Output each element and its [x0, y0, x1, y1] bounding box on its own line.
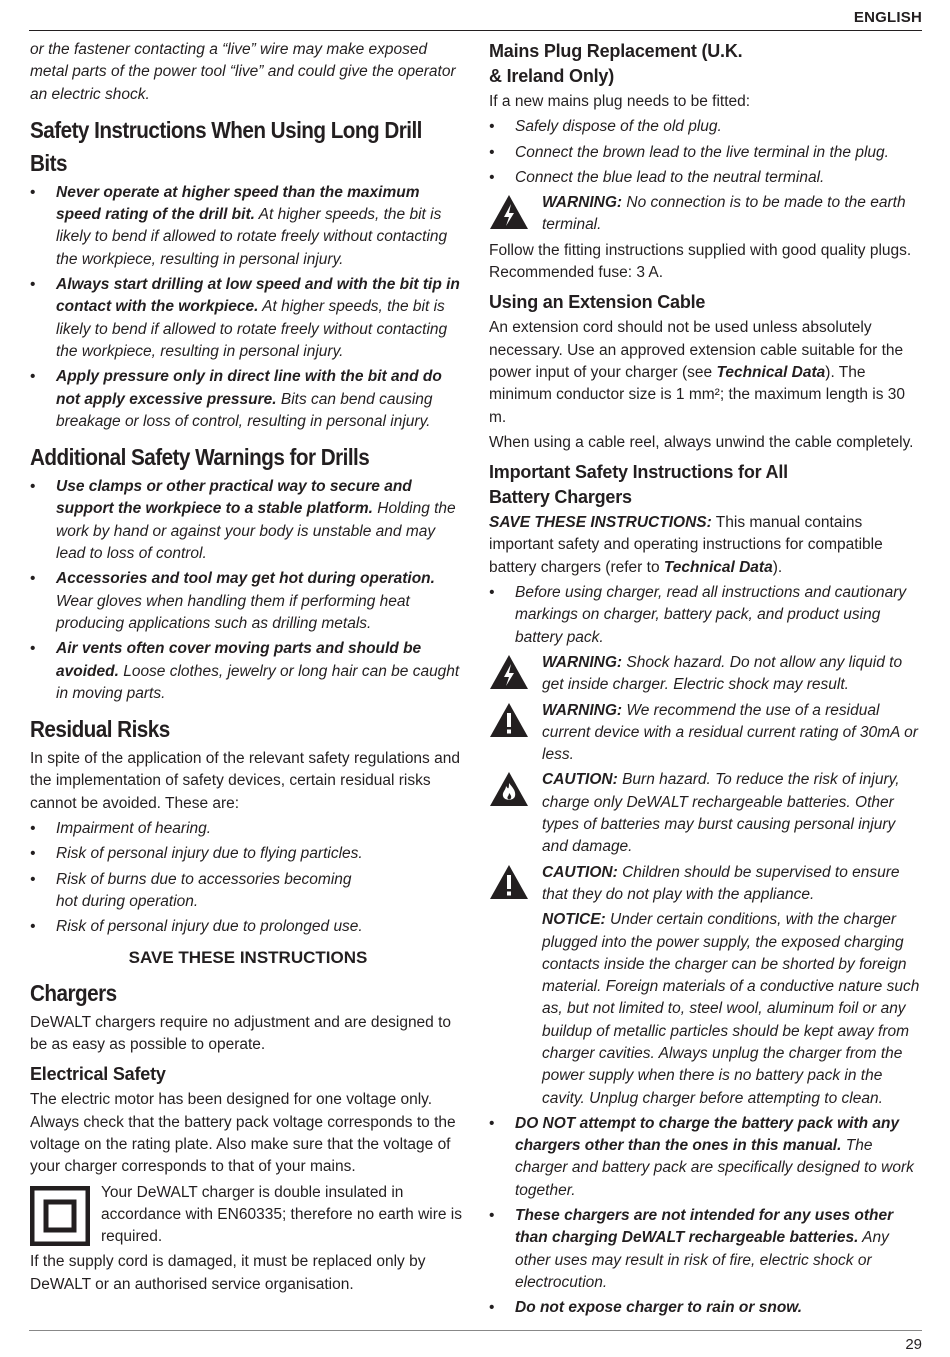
plug-warning: WARNING: No connection is to be made to the earth terminal. — [489, 192, 921, 237]
electric-shock-icon — [489, 654, 529, 697]
list-item: • Impairment of hearing. — [30, 820, 212, 838]
caution-burn: CAUTION: Burn hazard. To reduce the risk of injury, charge only DeWALT rechargeable batteries. Other types of batteries may burst causing personal injury and damage. — [489, 769, 921, 858]
plug-list — [489, 116, 921, 189]
plug-follow-text: Follow the fitting instructions supplied with good quality plugs. Recommended fuse: 3 A. — [489, 241, 912, 282]
list-item: • Apply pressure only in direct line with the bit and do not apply excessive pressure. Bits can bend causing breakage or loss of control, resulting in personal injury. — [30, 368, 442, 430]
residual-intro: In spite of the application of the relevant safety regulations and the implementation of safety devices, certain residual risks cannot be avoided. These are: — [30, 750, 460, 812]
warning-shock: WARNING: Shock hazard. Do not allow any liquid to get inside charger. Electric shock may result. — [489, 652, 921, 697]
electrical-text: The electric motor has been designed for one voltage only. Always check that the battery pack voltage corresponds to the voltage on the rating plate. Also make sure that the voltage of your charger corresponds to that of your mains. — [30, 1091, 456, 1176]
exclamation-warning-icon — [489, 702, 529, 745]
final-list — [489, 1113, 921, 1320]
footer-rule — [29, 1330, 922, 1331]
list-item: • DO NOT attempt to charge the battery pack with any chargers other than the ones in this manual. The charger and battery pack are specifically designed to work together. — [489, 1114, 914, 1199]
list-item: • Before using charger, read all instructions and cautionary markings on charger, battery pack, and product using battery pack. — [489, 584, 907, 646]
list-item: • Never operate at higher speed than the maximum speed rating of the drill bit. At higher speeds, the bit is likely to bend if allowed to rotate freely without contacting the workpiece, resulting in personal injury. — [30, 183, 448, 268]
drills-heading: Additional Safety Warnings for Drills — [30, 444, 370, 471]
list-item: • Use clamps or other practical way to secure and support the workpiece to a stable platform. Holding the work by hand or against your body is unstable and may lead to loss of control. — [30, 478, 456, 563]
page-number: 29 — [905, 1336, 922, 1353]
left-column — [30, 39, 466, 1299]
plug-intro: If a new mains plug needs to be fitted: — [489, 93, 751, 110]
list-item: • Connect the brown lead to the live terminal in the plug. — [489, 143, 889, 161]
fire-hazard-icon — [489, 771, 529, 814]
right-column — [489, 39, 921, 1323]
list-item: • Air vents often cover moving parts and should be avoided. Loose clothes, jewelry or long hair can be caught in moving parts. — [30, 640, 460, 702]
extension-cable-heading: Using an Extension Cable — [489, 292, 706, 313]
double-insulated-text: Your DeWALT charger is double insulated in accordance with EN60335; therefore no earth wire is required. — [101, 1183, 463, 1246]
list-item: • Risk of burns due to accessories becoming hot during operation. — [30, 870, 352, 910]
list-item: • Safely dispose of the old plug. — [489, 118, 722, 136]
chargers-heading: Chargers — [30, 979, 117, 1006]
residual-risks-heading: Residual Risks — [30, 716, 170, 743]
double-insulated-note — [30, 1182, 466, 1249]
supply-cord-text: If the supply cord is damaged, it must be replaced only by DeWALT or an authorised service organisation. — [30, 1253, 426, 1293]
list-item: • Connect the blue lead to the neutral terminal. — [489, 168, 825, 186]
list-item: • Risk of personal injury due to prolonged use. — [30, 918, 363, 936]
notice-block: NOTICE: Under certain conditions, with the charger plugged into the power supply, the exposed charging contacts inside the charger can be shorted by foreign material. Foreign materials of a conductive nature such as, but not limited to, steel wool, aluminum foil or any buildup of metallic particles should be kept away from charger cavities. Always unplug the charger from the power supply when there is no battery pack in the cavity. Unplug charger before attempting to clean. — [542, 911, 920, 1107]
language-label: ENGLISH — [853, 9, 922, 26]
chargers-text: DeWALT chargers require no adjustment and are designed to be as easy as possible to operate. — [30, 1013, 452, 1054]
long-bits-heading: Safety Instructions When Using Long Drill Bits — [30, 116, 422, 176]
drills-list — [30, 476, 466, 705]
list-item: • Risk of personal injury due to flying particles. — [30, 845, 363, 863]
cable-reel-text: When using a cable reel, always unwind the cable completely. — [489, 433, 914, 451]
header-rule — [29, 30, 922, 31]
double-insulation-icon — [30, 1186, 90, 1253]
electric-shock-icon — [489, 194, 529, 237]
before-list — [489, 582, 921, 649]
save-paragraph: SAVE THESE INSTRUCTIONS: This manual contains important safety and operating instructions for compatible battery chargers (refer to Technical Data). — [489, 514, 883, 576]
charger-safety-heading: Important Safety Instructions for All Battery Chargers — [489, 462, 788, 508]
save-instructions-heading: SAVE THESE INSTRUCTIONS — [128, 947, 368, 967]
list-item: • These chargers are not intended for any uses other than charging DeWALT rechargeable batteries. Any other uses may result in risk of fire, electric shock or electrocution. — [489, 1207, 894, 1291]
warning-rcd: WARNING: We recommend the use of a residual current device with a residual current rating of 30mA or less. — [489, 700, 921, 767]
list-item: • Do not expose charger to rain or snow. — [489, 1299, 803, 1317]
long-bits-list — [30, 182, 466, 433]
list-item: • Always start drilling at low speed and with the bit tip in contact with the workpiece. At higher speeds, the bit is likely to bend if allowed to rotate freely without contacting the workpiece, resulting in personal injury. — [30, 276, 460, 360]
exclamation-warning-icon — [489, 864, 529, 907]
extension-text: An extension cord should not be used unless absolutely necessary. Use an approved extension cable suitable for the power input of your charger (see Technical Data). The minimum conductor size is 1 mm²; the maximum length is 30 m. — [489, 319, 906, 426]
plug-heading: Mains Plug Replacement (U.K. & Ireland Only) — [489, 41, 743, 86]
intro-paragraph: or the fastener contacting a “live” wire may make exposed metal parts of the power tool “live” and could give the operator an electric shock. — [30, 41, 456, 103]
list-item: • Accessories and tool may get hot during operation. Wear gloves when handling them if performing heat producing applications such as drilling metals. — [30, 570, 435, 632]
caution-children: CAUTION: Children should be supervised to ensure that they do not play with the appliance. — [489, 862, 921, 907]
electrical-safety-heading: Electrical Safety — [30, 1064, 166, 1085]
residual-list — [30, 818, 466, 938]
